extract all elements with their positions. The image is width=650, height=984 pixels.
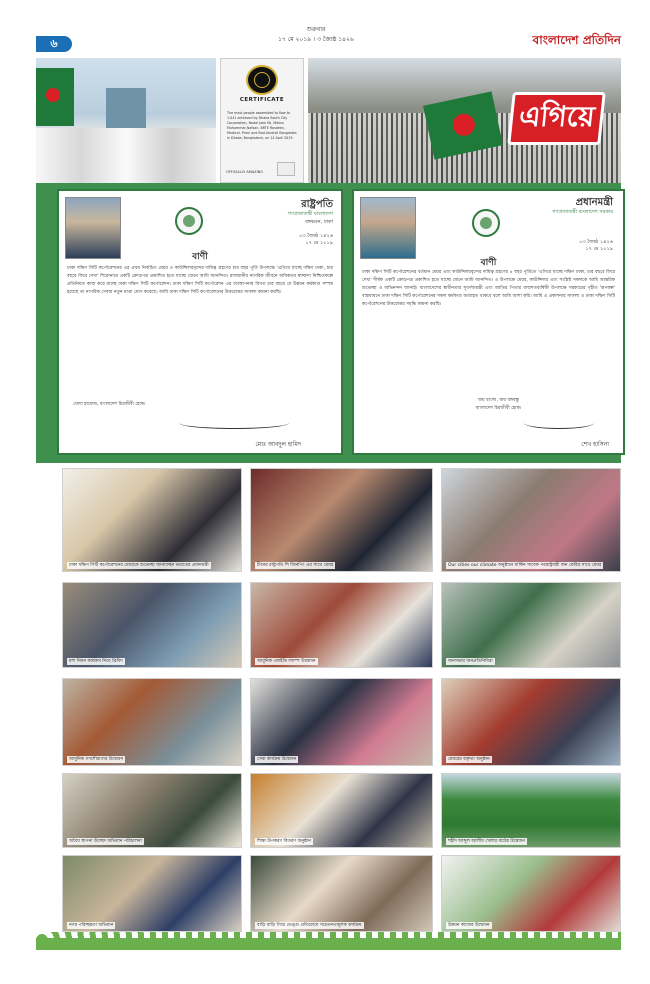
photo-caption: জনসভায় জনপ্রতিনিধিরা [448, 659, 493, 664]
photo-caption: চীনের রাষ্ট্রপতি শি জিনপিং এর সাথে মেয়র [257, 563, 334, 568]
page-header [36, 26, 621, 54]
photo-caption: আধুনিক গণশৌচাগার উদ্বোধন [69, 757, 124, 762]
certificate-stamp-icon [277, 162, 295, 176]
page-number: ৬ [36, 36, 72, 52]
photo-caption: Our cities our climate অনুষ্ঠানে মার্কিন সাবেক পররাষ্ট্রমন্ত্রী জন কেরির সাথে মেয়র [448, 563, 602, 568]
guinness-certificate [220, 58, 304, 183]
pm-portrait [360, 197, 416, 259]
photo-caption: সেবা কার্যক্রম উদ্বোধন [257, 757, 297, 762]
headline: এগিয়ে [507, 92, 606, 145]
news-photo [250, 582, 433, 668]
message-title: প্রধানমন্ত্রী [575, 197, 613, 208]
bangladesh-flag-icon [36, 68, 74, 126]
news-photo [441, 678, 621, 766]
news-photo [62, 678, 242, 766]
message-closing: খোদা হাফেজ, বাংলাদেশ চিরজীবী হোক। [73, 402, 146, 407]
rally-photo [36, 58, 216, 183]
header-date: ১৭ মে ২০১৯ । ৩ জ্যৈষ্ঠ ১৪২৬ [278, 36, 354, 43]
photo-caption: শহীদ আব্দুল আলীম খেলার মাঠের উদ্বোধন [448, 839, 525, 844]
masthead-logo: বাংলাদেশ প্রতিদিন [532, 33, 621, 47]
signatory-name: মোঃ আবদুল হামিদ [255, 441, 301, 448]
signatory-name: শেখ হাসিনা [581, 441, 609, 448]
news-photo [62, 855, 242, 932]
photo-caption: উন্নয়ন কাজের উদ্বোধন [448, 923, 490, 928]
government-emblem-icon [175, 207, 203, 235]
message-date-bengali: ০৩ জ্যৈষ্ঠ ১৪২৬ [579, 239, 613, 245]
certificate-text: The most people assembled to flow to 1,041 achieved by Dhaka South City Corporation, Nadal Jalai Sti, Mokus Muhammar,Nafsan, BRTE Rosdeen, Medical, Prani and Bad-Vantrail Banglades in Dhaka, Bangladesh, on 14 April 2019. [227, 111, 297, 140]
signature-scribble [179, 417, 289, 429]
message-heading: বাণী [480, 258, 497, 268]
president-message [57, 189, 343, 455]
message-body: ঢাকা দক্ষিণ সিটি কর্পোরেশনের এর প্রথম নির্বাচিত মেয়র ও কাউন্সিলরবৃন্দের দায়িত্ব গ্রহণের চার বছর পূর্তি উপলক্ষে 'এগিয়ে যাচ্ছে দক্ষিণ ঢাকা, চার বছরে ফিরে দেখা' শিরোনামে একটি ক্রোড়পত্র প্রকাশিত হতে যাচ্ছে জেনে আমি আনন্দিত। রাজধানীর নাগরিক জীবনে অধিকতর স্বাচ্ছন্দ্য নিশ্চিতকল্পে প্রতিনিয়ত কাজ করে যাচ্ছে ঢাকা দক্ষিণ সিটি কর্পোরেশন। ঢাকা দক্ষিণ সিটি কর্পোরেশন এর ব্যবস্থাপনায় বিগত চার বছরে যে উন্নয়ন কর্মকাণ্ড সম্পন্ন হয়েছে তা নাগরিক সেবায় নতুন মাত্রা যোগ করেছে। আমি ঢাকা দক্ষিণ সিটি কর্পোরেশনের উত্তরোত্তর সাফল্য কামনা করছি। [67, 266, 333, 295]
news-photo [441, 468, 621, 572]
news-photo [62, 468, 242, 572]
message-date-bengali: ০৩ জ্যৈষ্ঠ ১৪২৬ [299, 233, 333, 239]
message-closing: জয় বাংলা, জয় বঙ্গবন্ধু বাংলাদেশ চিরজীবী হোক। [475, 398, 522, 411]
photo-caption: শিক্ষা উপকরণ বিতরণ অনুষ্ঠান [257, 839, 311, 844]
crowd-photo [36, 128, 216, 183]
news-photo [441, 855, 621, 932]
message-place: বঙ্গভবন, ঢাকা [305, 219, 333, 225]
photo-caption: মশা নিধন কার্যক্রম নিয়ে ব্রিফিং [69, 659, 124, 664]
certificate-title: CERTIFICATE [239, 97, 285, 103]
news-photo [62, 582, 242, 668]
building-photo [106, 88, 146, 128]
header-day: শুক্রবার [306, 26, 326, 33]
government-emblem-icon [472, 209, 500, 237]
guinness-seal-icon [246, 65, 278, 95]
photo-caption: অবৈধ স্থাপনা উচ্ছেদ অভিযান পরিচালনা [69, 839, 142, 844]
message-subtitle: গণপ্রজাতন্ত্রী বাংলাদেশ সরকার [552, 209, 613, 215]
message-body: ঢাকা দক্ষিণ সিটি কর্পোরেশনের বর্তমান মেয়র এবং কাউন্সিলরবৃন্দের দায়িত্ব গ্রহণের ৪ বছর পূর্তিতে 'এগিয়ে যাচ্ছে দক্ষিণ ঢাকা, চার বছরে ফিরে দেখা' শীর্ষক একটি ক্রোড়পত্র প্রকাশিত হতে যাচ্ছে জেনে আমি আনন্দিত। এ উপলক্ষে মেয়র, কাউন্সিলর এবং সংশ্লিষ্ট সকলকে আমি আন্তরিক শুভেচ্ছা ও অভিনন্দন জানাই। বাংলাদেশের স্বাধীনতার সুবর্ণজয়ন্তী এবং জাতির পিতার জন্মশতবার্ষিকী উপলক্ষে সরকারের গৃহীত 'রূপকল্প' বাস্তবায়নে ঢাকা দক্ষিণ সিটি কর্পোরেশনের সকল কর্মকাণ্ড অব্যাহত থাকবে বলে আমি আশা করি। আমি এ প্রকাশনার সাফল্য ও ঢাকা দক্ষিণ সিটি কর্পোরেশনের উত্তরোত্তর সমৃদ্ধি কামনা করছি। [362, 270, 615, 307]
photo-caption: নগর পরিচ্ছন্নতা অভিযান [69, 923, 114, 928]
message-date: ১৭ মে ২০১৯ [305, 240, 333, 246]
decorative-footer-band [36, 938, 621, 950]
photo-caption: ঢাকা দক্ষিণ সিটি কর্পোরেশনের মেয়রকে শুভেচ্ছা জানাচ্ছেন ভারতের প্রধানমন্ত্রী [69, 563, 209, 568]
news-photo [250, 678, 433, 766]
message-date: ১৭ মে ২০১৯ [585, 246, 613, 252]
news-photo [250, 855, 433, 932]
photo-caption: আধুনিক এলইডি ল্যাম্প উদ্বোধন [257, 659, 316, 664]
photo-caption: মেয়রের বক্তৃতা অনুষ্ঠান [448, 757, 490, 762]
news-photo [441, 582, 621, 668]
message-subtitle: গণপ্রজাতন্ত্রী বাংলাদেশ [287, 211, 333, 217]
news-photo [441, 773, 621, 848]
message-title: রাষ্ট্রপতি [301, 199, 333, 210]
news-photo [250, 773, 433, 848]
certificate-footer: OFFICIALLY AMAZING [226, 170, 263, 174]
signature-scribble [524, 417, 594, 429]
crowd-flag-photo [308, 58, 621, 183]
pm-message [352, 189, 625, 455]
photo-caption: বাড়ি বাড়ি গিয়ে ডেঙ্গু প্রতিরোধে সচেতনতামূলক কার্যক্রম [257, 923, 362, 928]
message-heading: বাণী [192, 252, 208, 262]
news-photo [62, 773, 242, 848]
news-photo [250, 468, 433, 572]
